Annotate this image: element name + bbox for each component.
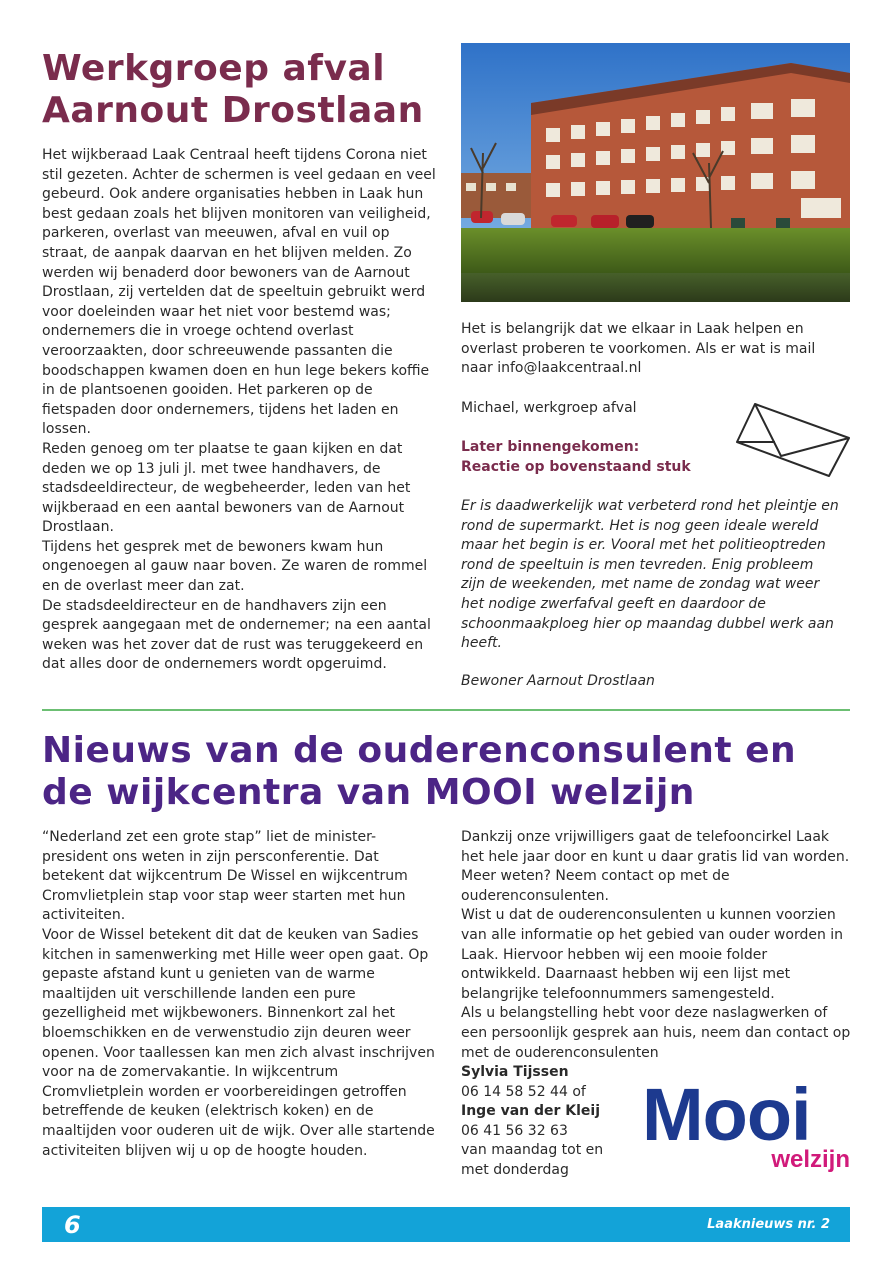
mooi-welzijn-logo [640,1073,852,1176]
article2-paragraph: Wist u dat de ouderenconsulenten u kunnen voorzien van alle informatie op het gebied van ouder worden in Laak. Hiervoor hebben wij een mooie folder ontwikkeld. Daarnaast hebben wij een lijst met belangrijke telefoonnummers samengesteld. [461,907,844,1002]
article1-paragraph: Tijdens het gesprek met de bewoners kwam hun ongenoegen al gauw naar boven. Ze waren de rommel en de overlast meer dan zat. [42,538,428,595]
hours-line2: met donderdag [461,1161,569,1178]
article1-title-line2: Aarnout Drostlaan [42,90,424,131]
article1-paragraph: De stadsdeeldirecteur en de handhavers zijn een gesprek aangegaan met de ondernemer; na een aantal weken was het zover dat de rust was teruggekeerd en dat alles door de ondernemers wordt opgeruimd. [42,597,431,673]
article2-paragraph: Voor de Wissel betekent dit dat de keuken van Sadies kitchen in samenwerking met Hille weer open gaat. Op gepaste afstand kunt u genieten van de warme maaltijden uit verschillende landen een pure gezelligheid met wijkbewoners. Binnenkort zal het bloemschikken en de verwenstudio zijn deuren weer openen. Voor taallessen kan men zich alvast inschrijven voor na de zomervakantie. In wijkcentrum Cromvlietplein worden er voorbereidingen getroffen betreffende de keuken (elektrisch koken) en de maaltijden voor ouderen uit de wijk. Over alle startende activiteiten blijven wij u op de hoogte houden. [42,926,435,1159]
article2-paragraph: Dankzij onze vrijwilligers gaat de telefooncirkel Laak het hele jaar door en kunt u daar gratis lid van worden. Meer weten? Neem contact op met de ouderenconsulenten. [461,829,850,904]
article1-right-intro: Het is belangrijk dat we elkaar in Laak helpen en overlast proberen te voorkomen. Als er wat is mail naar info@laakcentraal.nl [461,321,816,377]
article1-left-column [42,146,439,675]
later-received-line2: Reactie op bovenstaand stuk [461,458,691,475]
contact2-phone: 06 41 56 32 63 [461,1122,568,1139]
contact1-name: Sylvia Tijssen [461,1064,569,1080]
article1-paragraph: Het wijkberaad Laak Centraal heeft tijdens Corona niet stil gezeten. Achter de schermen is veel gedaan en veel gebeurd. Ook andere organisaties hebben in Laak hun best gedaan zoals het blijven monitoren van veiligheid, parkeren, overlast van meeuwen, afval en vuil op straat, de aanpak daarvan en het blijven melden. Zo werden wij benaderd door bewoners van de Aarnout Drostlaan, zij vertelden dat de speeltuin gebruikt werd voor doeleinden waar het niet voor bestemd was; ondernemers die in vroege ochtend overlast veroorzaakten, door schreeuwende passanten die boodschappen kwamen doen en hun lege bekers koffie in de plantsoenen gooiden. Het parkeren op de fietspaden door ondernemers, tijdens het laden en lossen. [42,147,436,438]
later-received-line1: Later binnengekomen: [461,439,640,455]
logo-sub: welzijn [771,1146,850,1173]
article2-left-column [42,828,439,1161]
article1-paragraph: Reden genoeg om ter plaatse te gaan kijken en dat deden we op 13 juli jl. met twee handhavers, de stadsdeeldirecteur, de wegbeheerder, leden van het wijkberaad en een aantal bewoners van de Aarnout Drostlaan. [42,440,411,536]
article1-title [42,48,452,132]
article2-paragraph: “Nederland zet een grote stap” liet de minister-president ons weten in zijn persconferentie. Dat betekent dat wijkcentrum De Wissel en wijkcentrum Cromvlietplein stap voor stap weer starten met hun activiteiten. [42,829,408,924]
later-received-heading [461,438,731,477]
article2-title-line1: Nieuws van de ouderenconsulent en [42,730,797,771]
envelope-icon [733,398,853,478]
article2-title [42,730,850,814]
article2-right-column [461,828,851,1063]
article1-title-line1: Werkgroep afval [42,48,386,89]
article2-title-line2: de wijkcentra van MOOI welzijn [42,772,695,813]
contact-block [461,1063,636,1181]
contact2-name: Inge van der Kleij [461,1103,601,1120]
reaction-signature: Bewoner Aarnout Drostlaan [461,673,655,689]
publication-name: Laaknieuws nr. 2 [707,1217,830,1232]
contact1-phone: 06 14 58 52 44 of [461,1083,586,1100]
article2-paragraph: Als u belangstelling hebt voor deze naslagwerken of een persoonlijk gesprek aan huis, neem dan contact op met de ouderenconsulenten [461,1005,851,1061]
apartment-building-photo [461,43,850,302]
section-divider [42,709,850,711]
page-footer [42,1207,850,1242]
logo-word: Mooi [642,1073,811,1156]
reaction-text: Er is daadwerkelijk wat verbeterd rond het pleintje en rond de supermarkt. Het is nog geen ideale wereld maar het begin is er. Vooral met het politieoptreden rond de speeltuin is men tevreden. Enig probleem zijn de weekenden, met name de zondag wat weer het nodige zwerfafval geeft en daardoor de schoonmaakploeg hier op maandag dubbel werk aan heeft. [461,498,839,652]
article1-signature: Michael, werkgroep afval [461,400,637,416]
page-number: 6 [64,1211,81,1239]
hours-line1: van maandag tot en [461,1142,604,1159]
